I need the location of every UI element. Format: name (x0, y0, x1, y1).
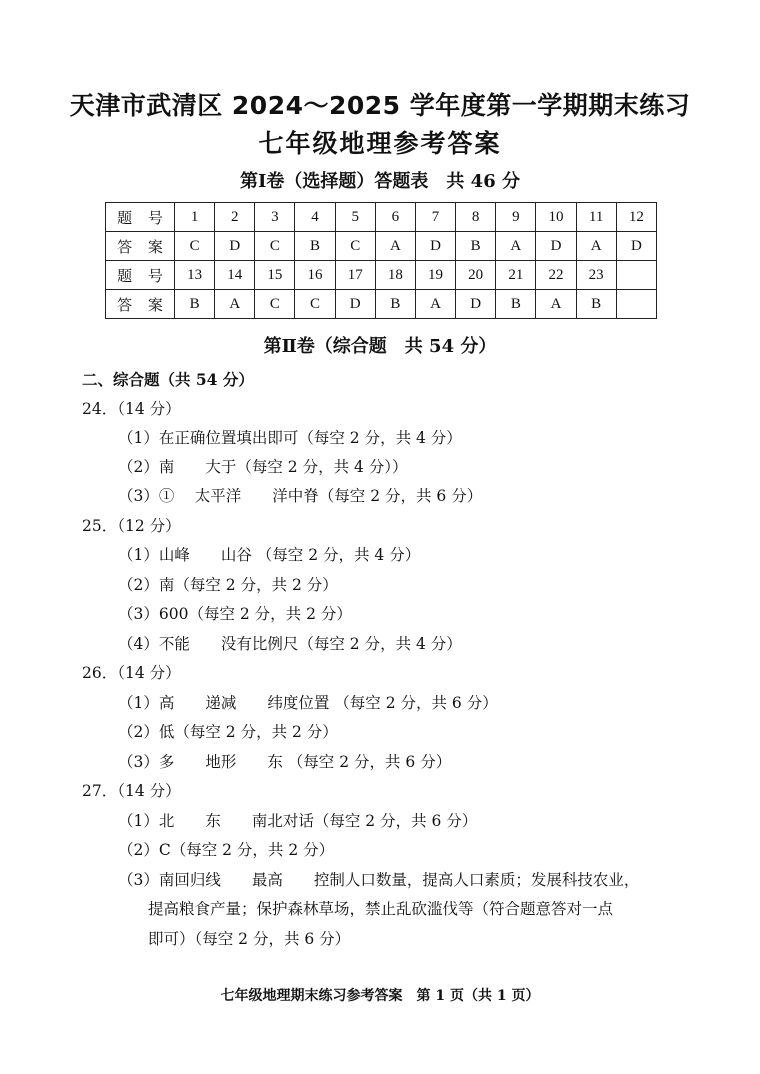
table-cell: D (215, 232, 255, 261)
table-cell: 21 (496, 261, 536, 290)
answer-line: （1）在正确位置填出即可（每空 2 分，共 4 分） (118, 429, 462, 447)
table-cell: C (335, 232, 375, 261)
table-cell: 8 (456, 203, 496, 232)
table-cell: 14 (215, 261, 255, 290)
section1-title: 第Ⅰ卷（选择题）答题表 共 46 分 (239, 171, 520, 192)
table-cell: D (415, 232, 455, 261)
table-cell: 15 (255, 261, 295, 290)
row-label-number: 题 号 (106, 261, 175, 290)
document-title: 天津市武清区 2024～2025 学年度第一学期期末练习 (69, 91, 691, 120)
table-cell: A (536, 290, 576, 319)
table-cell: 20 (456, 261, 496, 290)
question-26-title: 26．（14 分） (82, 664, 181, 682)
answer-line: （2）低（每空 2 分，共 2 分） (118, 723, 338, 741)
table-cell: 7 (415, 203, 455, 232)
table-cell: C (175, 232, 215, 261)
table-row (106, 232, 657, 261)
answer-line: （1）山峰 山谷 （每空 2 分，共 4 分） (118, 546, 421, 564)
table-cell: D (335, 290, 375, 319)
row-label-number: 题 号 (106, 203, 175, 232)
table-cell: A (576, 232, 616, 261)
table-cell: C (255, 232, 295, 261)
answer-table (105, 202, 657, 319)
table-cell: B (496, 290, 536, 319)
answer-line: （3）多 地形 东 （每空 2 分，共 6 分） (118, 753, 452, 771)
section2-title: 第Ⅱ卷（综合题 共 54 分） (263, 336, 497, 357)
table-row (106, 203, 657, 232)
table-cell: 23 (576, 261, 616, 290)
question-24-title: 24．（14 分） (82, 400, 181, 418)
table-cell: D (616, 232, 656, 261)
table-cell: B (576, 290, 616, 319)
table-cell: 6 (375, 203, 415, 232)
table-cell: 2 (215, 203, 255, 232)
answer-line: 提高粮食产量；保护森林草场，禁止乱砍滥伐等（符合题意答对一点 (148, 900, 614, 918)
table-cell (616, 290, 656, 319)
table-cell: C (295, 290, 335, 319)
table-cell: 19 (415, 261, 455, 290)
row-label-answer: 答 案 (106, 232, 175, 261)
table-row (106, 290, 657, 319)
page-footer: 七年级地理期末练习参考答案 第 1 页（共 1 页） (220, 988, 540, 1004)
table-cell: 22 (536, 261, 576, 290)
answer-line: （4）不能 没有比例尺（每空 2 分，共 4 分） (118, 635, 462, 653)
answer-line: （3）600（每空 2 分，共 2 分） (118, 605, 352, 623)
answer-line: （2）C（每空 2 分，共 2 分） (118, 841, 335, 859)
section-heading: 二、综合题（共 54 分） (82, 370, 254, 389)
table-cell: 5 (335, 203, 375, 232)
table-cell: 3 (255, 203, 295, 232)
table-cell: B (456, 232, 496, 261)
table-cell: 11 (576, 203, 616, 232)
table-cell: D (456, 290, 496, 319)
table-cell: 12 (616, 203, 656, 232)
row-label-answer: 答 案 (106, 290, 175, 319)
answer-line: （2）南（每空 2 分，共 2 分） (118, 576, 338, 594)
table-cell: 13 (175, 261, 215, 290)
table-cell: D (536, 232, 576, 261)
table-cell: 4 (295, 203, 335, 232)
table-cell: A (215, 290, 255, 319)
question-27-title: 27．（14 分） (82, 782, 181, 800)
answer-line: （3）① 太平洋 洋中脊（每空 2 分，共 6 分） (118, 487, 483, 505)
answer-line: （3）南回归线 最高 控制人口数量，提高人口素质；发展科技农业， (118, 871, 640, 889)
table-cell: B (375, 290, 415, 319)
answer-line: （2）南 大于（每空 2 分，共 4 分）） (118, 458, 408, 476)
document-subtitle: 七年级地理参考答案 (258, 129, 502, 158)
table-row (106, 261, 657, 290)
answer-line: （1）高 递减 纬度位置 （每空 2 分，共 6 分） (118, 694, 498, 712)
table-cell: A (496, 232, 536, 261)
table-cell: 17 (335, 261, 375, 290)
table-cell: A (415, 290, 455, 319)
table-cell: C (255, 290, 295, 319)
question-25-title: 25．（12 分） (82, 517, 181, 535)
table-cell: 9 (496, 203, 536, 232)
table-cell: 10 (536, 203, 576, 232)
answer-line: 即可）（每空 2 分，共 6 分） (148, 930, 351, 948)
table-cell: B (175, 290, 215, 319)
table-cell (616, 261, 656, 290)
table-cell: 18 (375, 261, 415, 290)
table-cell: 1 (175, 203, 215, 232)
table-cell: A (375, 232, 415, 261)
answer-line: （1）北 东 南北对话（每空 2 分，共 6 分） (118, 812, 478, 830)
table-cell: B (295, 232, 335, 261)
table-cell: 16 (295, 261, 335, 290)
